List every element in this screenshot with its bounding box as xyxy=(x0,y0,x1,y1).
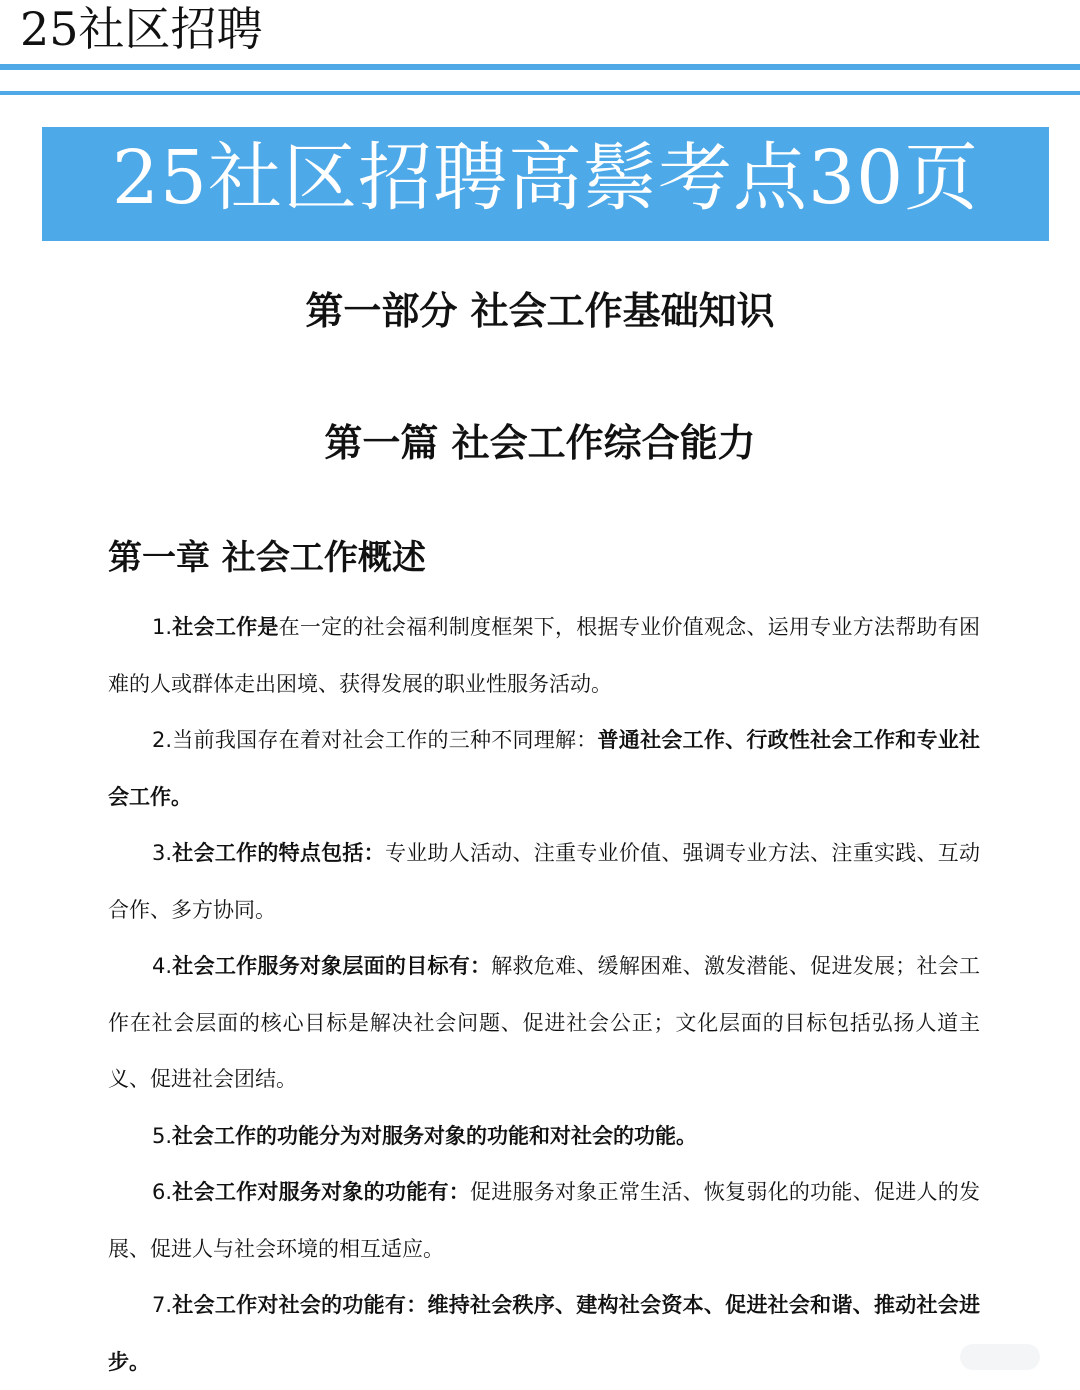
page-header-title: 25社区招聘 xyxy=(20,2,263,56)
item-number: 5. xyxy=(152,1123,173,1148)
list-item xyxy=(108,1164,980,1277)
item-number: 3. xyxy=(152,841,173,865)
item-key-phrase: 社会工作对社会的功能有：维持社会秩序、建构社会资本、促进社会和谐、推动社会进步。 xyxy=(108,1293,980,1374)
item-text: 在一定的社会福利制度框架下，根据专业价值观念、运用专业方法帮助有困难的人或群体走出困境、获得发展的职业性服务活动。 xyxy=(108,615,981,696)
header-divider-top xyxy=(0,64,1080,70)
item-number: 6. xyxy=(152,1180,173,1204)
item-key-phrase: 社会工作的特点包括： xyxy=(172,841,385,865)
knowledge-list xyxy=(108,599,980,1390)
item-text: 解救危难、缓解困难、激发潜能、促进发展；社会工作在社会层面的核心目标是解决社会问题、促进社会公正；文化层面的目标包括弘扬人道主义、促进社会团结。 xyxy=(108,954,981,1091)
item-key-phrase: 社会工作的功能分为对服务对象的功能和对社会的功能。 xyxy=(172,1123,698,1148)
part-title: 第一部分 社会工作基础知识 xyxy=(305,289,775,333)
item-key-phrase: 社会工作对服务对象的功能有： xyxy=(172,1180,470,1204)
item-key-phrase: 社会工作服务对象层面的目标有： xyxy=(172,954,492,978)
item-text: 当前我国存在着对社会工作的三种不同理解： xyxy=(172,728,598,752)
banner-title: 25社区招聘高鬃考点30页 xyxy=(111,135,980,221)
item-text: 专业助人活动、注重专业价值、强调专业方法、注重实践、互动合作、多方协同。 xyxy=(108,841,981,922)
title-banner xyxy=(42,127,1049,241)
list-item xyxy=(108,1277,980,1390)
list-item xyxy=(108,1108,980,1165)
watermark-badge xyxy=(960,1344,1040,1370)
item-number: 7. xyxy=(152,1293,173,1317)
article-title: 第一篇 社会工作综合能力 xyxy=(324,421,756,465)
chapter-title: 第一章 社会工作概述 xyxy=(108,538,426,578)
list-item xyxy=(108,599,980,712)
item-key-phrase: 普通社会工作、行政性社会工作和专业社会工作。 xyxy=(108,728,980,809)
list-item xyxy=(108,825,980,938)
item-text: 促进服务对象正常生活、恢复弱化的功能、促进人的发展、促进人与社会环境的相互适应。 xyxy=(108,1180,981,1261)
item-key-phrase: 社会工作是 xyxy=(172,615,279,639)
list-item xyxy=(108,712,980,825)
item-number: 2. xyxy=(152,728,173,752)
list-item xyxy=(108,938,980,1108)
header-divider-bottom xyxy=(0,91,1080,95)
item-number: 4. xyxy=(152,954,173,978)
item-number: 1. xyxy=(152,615,173,639)
